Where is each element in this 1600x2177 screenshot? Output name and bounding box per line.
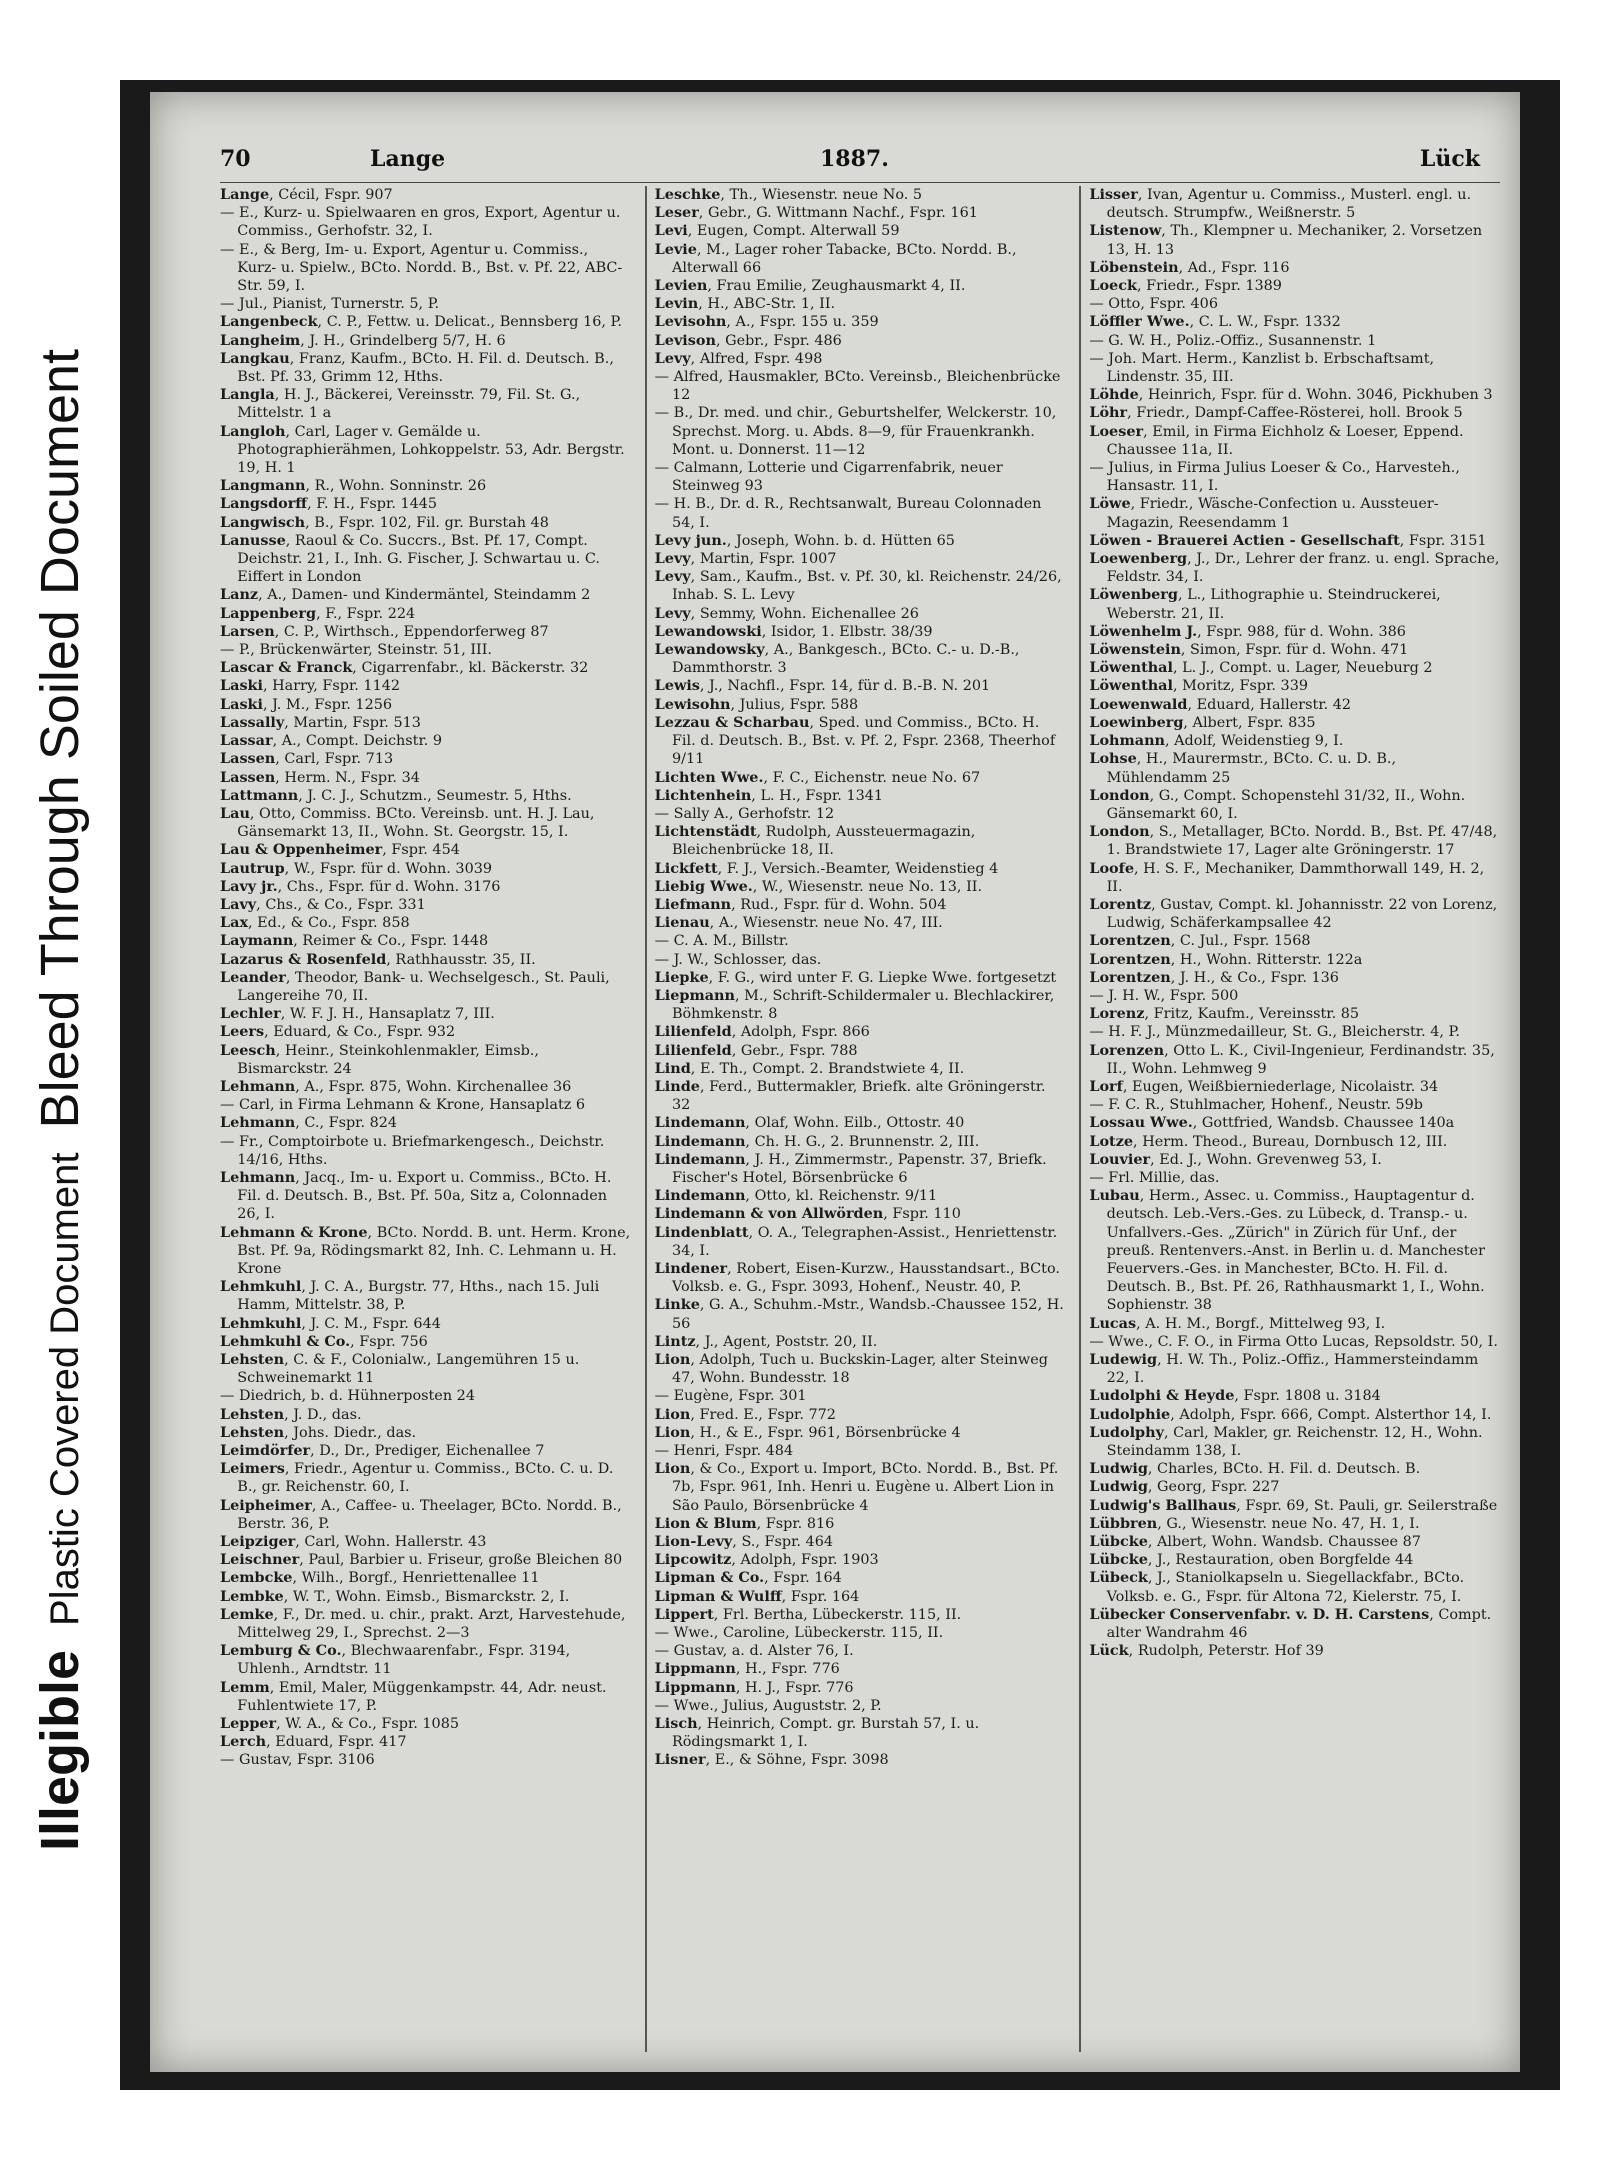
directory-entry: Lorentzen, C. Jul., Fspr. 1568 <box>1089 932 1311 950</box>
directory-entry: Lübecker Conservenfabr. v. D. H. Carstens, Compt. alter Wandrahm 46 <box>1089 1605 1492 1642</box>
page-content <box>220 142 1500 2052</box>
directory-entry: — Jul., Pianist, Turnerstr. 5, P. <box>220 296 440 313</box>
side-label-text <box>29 349 91 1851</box>
directory-entry: Lipman & Wulff, Fspr. 164 <box>654 1587 860 1605</box>
directory-entry: Lippmann, H., Fspr. 776 <box>654 1660 840 1678</box>
directory-entry: Lilienfeld, Adolph, Fspr. 866 <box>654 1023 870 1041</box>
header-rule <box>220 182 1500 183</box>
directory-entry: — P., Brückenwärter, Steinstr. 51, III. <box>220 642 492 659</box>
directory-entry: — Diedrich, b. d. Hühnerposten 24 <box>220 1388 475 1405</box>
column-2 <box>645 186 1066 2052</box>
directory-entry: Löffler Wwe., C. L. W., Fspr. 1332 <box>1089 313 1341 331</box>
directory-entry: — H. B., Dr. d. R., Rechtsanwalt, Bureau Colonnaden 54, I. <box>654 496 1042 531</box>
directory-entry: — J. H. W., Fspr. 500 <box>1089 987 1239 1004</box>
directory-entry: Löwenthal, Moritz, Fspr. 339 <box>1089 677 1309 695</box>
directory-entry: Lichtenstädt, Rudolph, Aussteuermagazin, Bleichenbrücke 18, II. <box>654 823 976 859</box>
directory-entry: Laymann, Reimer & Co., Fspr. 1448 <box>220 932 489 950</box>
directory-entry: Ludolphy, Carl, Makler, gr. Reichenstr. 12, H., Wohn. Steindamm 138, I. <box>1089 1423 1483 1460</box>
directory-entry: Lazarus & Rosenfeld, Rathhausstr. 35, II. <box>220 950 536 968</box>
directory-entry: Lipcowitz, Adolph, Fspr. 1903 <box>654 1551 879 1569</box>
directory-entry: Lück, Rudolph, Peterstr. Hof 39 <box>1089 1642 1324 1660</box>
directory-entry: Lezzau & Scharbau, Sped. und Commiss., BCto. H. Fil. d. Deutsch. B., Bst. v. Pf. 2, Fspr. 2368, Theerhof 9/11 <box>654 713 1056 768</box>
directory-entry: Loeck, Friedr., Fspr. 1389 <box>1089 277 1282 295</box>
directory-entry: Lisser, Ivan, Agentur u. Commiss., Musterl. engl. u. deutsch. Strumpfw., Weißnerstr. 5 <box>1089 186 1472 222</box>
page-number: 70 <box>220 146 251 172</box>
directory-entry: Levy, Alfred, Fspr. 498 <box>654 349 823 367</box>
directory-entry: Lisch, Heinrich, Compt. gr. Burstah 57, I. u. Rödingsmarkt 1, I. <box>654 1715 980 1751</box>
directory-entry: Leander, Theodor, Bank- u. Wechselgesch., St. Pauli, Langereihe 70, II. <box>220 968 610 1004</box>
column-3 <box>1079 186 1500 2052</box>
directory-entry: Lübbren, G., Wiesenstr. neue No. 47, H. 1, I. <box>1089 1514 1420 1532</box>
directory-entry: Lorentzen, H., Wohn. Ritterstr. 122a <box>1089 950 1363 968</box>
directory-entry: Lattmann, J. C. J., Schutzm., Seumestr. 5, Hths. <box>220 786 572 804</box>
directory-entry: Levie, M., Lager roher Tabacke, BCto. Nordd. B., Alterwall 66 <box>654 240 1017 276</box>
directory-entry: Ludolphie, Adolph, Fspr. 666, Compt. Alsterthor 14, I. <box>1089 1405 1492 1423</box>
directory-entry: Leipheimer, A., Caffee- u. Theelager, BCto. Nordd. B., Berstr. 36, P. <box>220 1496 622 1532</box>
directory-entry: Loeser, Emil, in Firma Eichholz & Loeser, Eppend. Chaussee 11a, II. <box>1089 422 1464 458</box>
directory-entry: Leimers, Friedr., Agentur u. Commiss., BCto. C. u. D. B., gr. Reichenstr. 60, I. <box>220 1460 614 1496</box>
directory-entry: Lübcke, J., Restauration, oben Borgfelde 44 <box>1089 1551 1414 1569</box>
directory-entry: Lautrup, W., Fspr. für d. Wohn. 3039 <box>220 859 493 877</box>
directory-entry: Liefmann, Rud., Fspr. für d. Wohn. 504 <box>654 895 947 913</box>
header-left-word: Lange <box>370 146 446 172</box>
directory-entry: Lorenzen, Otto L. K., Civil-Ingenieur, Ferdinandstr. 35, II., Wohn. Lehmweg 9 <box>1089 1041 1495 1077</box>
side-label-plastic: Plastic Covered Document <box>43 1152 87 1626</box>
directory-entry: Langwisch, B., Fspr. 102, Fil. gr. Burstah 48 <box>220 513 549 531</box>
columns <box>220 186 1500 2052</box>
directory-entry: Lintz, J., Agent, Poststr. 20, II. <box>654 1332 878 1350</box>
directory-entry: Löwenberg, L., Lithographie u. Steindruckerei, Weberstr. 21, II. <box>1089 586 1441 622</box>
directory-entry: Lohmann, Adolf, Weidenstieg 9, I. <box>1089 732 1344 750</box>
directory-entry: Lindemann, Otto, kl. Reichenstr. 9/11 <box>654 1187 938 1205</box>
directory-entry: Langsdorff, F. H., Fspr. 1445 <box>220 495 438 513</box>
directory-entry: Lewisohn, Julius, Fspr. 588 <box>654 695 859 713</box>
directory-entry: Langloh, Carl, Lager v. Gemälde u. Photographierähmen, Lohkoppelstr. 53, Adr. Bergstr. 19, H. 1 <box>220 422 625 477</box>
directory-entry: Linde, Ferd., Buttermakler, Briefk. alte Gröningerstr. 32 <box>654 1077 1046 1114</box>
directory-entry: — H. F. J., Münzmedailleur, St. G., Bleicherstr. 4, P. <box>1089 1024 1460 1041</box>
side-label <box>0 0 120 2177</box>
directory-entry: Löwen - Brauerei Actien - Gesellschaft, Fspr. 3151 <box>1089 531 1487 549</box>
directory-entry: Lindemann & von Allwörden, Fspr. 110 <box>654 1205 961 1223</box>
directory-entry: Listenow, Th., Klempner u. Mechaniker, 2. Vorsetzen 13, H. 13 <box>1089 222 1483 258</box>
directory-entry: Lehsten, J. D., das. <box>220 1405 362 1423</box>
directory-entry: Loewinberg, Albert, Fspr. 835 <box>1089 713 1316 731</box>
directory-entry: Lehmann, Jacq., Im- u. Export u. Commiss., BCto. H. Fil. d. Deutsch. B., Bst. Pf. 50a, Sitz a, Colonnaden 26, I. <box>220 1168 612 1223</box>
directory-entry: — Gustav, Fspr. 3106 <box>220 1752 375 1769</box>
directory-entry: Lanz, A., Damen- und Kindermäntel, Steindamm 2 <box>220 586 591 604</box>
directory-entry: Lehmann & Krone, BCto. Nordd. B. unt. Herm. Krone, Bst. Pf. 9a, Rödingsmarkt 82, Inh. C. Lehmann u. H. Krone <box>220 1223 631 1277</box>
directory-entry: Leipziger, Carl, Wohn. Hallerstr. 43 <box>220 1533 487 1551</box>
directory-entry: Leser, Gebr., G. Wittmann Nachf., Fspr. 161 <box>654 204 978 222</box>
directory-entry: — Wwe., Julius, Auguststr. 2, P. <box>654 1697 882 1714</box>
directory-entry: Löwenhelm J., Fspr. 988, für d. Wohn. 386 <box>1089 622 1406 640</box>
directory-entry: Laski, Harry, Fspr. 1142 <box>220 677 401 695</box>
directory-entry: Leischner, Paul, Barbier u. Friseur, große Bleichen 80 <box>220 1551 623 1569</box>
directory-entry: Linke, G. A., Schuhm.-Mstr., Wandsb.-Chaussee 152, H. 56 <box>654 1296 1064 1332</box>
directory-entry: Lossau Wwe., Gottfried, Wandsb. Chaussee 140a <box>1089 1114 1455 1132</box>
directory-entry: Lavy jr., Chs., Fspr. für d. Wohn. 3176 <box>220 877 501 895</box>
directory-entry: — E., & Berg, Im- u. Export, Agentur u. Commiss., Kurz- u. Spielw., BCto. Nordd. B., Bst. v. Pf. 22, ABC-Str. 59, I. <box>220 241 623 295</box>
directory-entry: Lewis, J., Nachfl., Fspr. 14, für d. B.-B. N. 201 <box>654 677 991 695</box>
directory-entry: Levy, Sam., Kaufm., Bst. v. Pf. 30, kl. Reichenstr. 24/26, Inhab. S. L. Levy <box>654 568 1062 604</box>
directory-entry: Lehmkuhl, J. C. M., Fspr. 644 <box>220 1314 441 1332</box>
directory-entry: — Otto, Fspr. 406 <box>1089 296 1218 313</box>
directory-entry: Liebig Wwe., W., Wiesenstr. neue No. 13, II. <box>654 877 983 895</box>
column-1 <box>220 186 631 2052</box>
directory-entry: — E., Kurz- u. Spielwaaren en gros, Export, Agentur u. Commiss., Gerhofstr. 32, I. <box>220 205 621 240</box>
directory-entry: Lerch, Eduard, Fspr. 417 <box>220 1733 407 1751</box>
directory-entry: Lemke, F., Dr. med. u. chir., prakt. Arzt, Harvestehude, Mittelweg 29, I., Sprechst. 2—3 <box>220 1605 626 1642</box>
directory-entry: — Frl. Millie, das. <box>1089 1169 1220 1186</box>
directory-entry: Lappenberg, F., Fspr. 224 <box>220 604 416 622</box>
directory-entry: Lemburg & Co., Blechwaarenfabr., Fspr. 3194, Uhlenh., Arndtstr. 11 <box>220 1642 571 1678</box>
directory-entry: Lilienfeld, Gebr., Fspr. 788 <box>654 1041 858 1059</box>
directory-entry: Lassen, Carl, Fspr. 713 <box>220 750 394 768</box>
directory-entry: Liepmann, M., Schrift-Schildermaler u. Blechlackirer, Böhmkenstr. 8 <box>654 986 1055 1023</box>
directory-entry: Lechler, W. F. J. H., Hansaplatz 7, III. <box>220 1005 495 1023</box>
directory-entry: Lau, Otto, Commiss. BCto. Vereinsb. unt. H. J. Lau, Gänsemarkt 13, II., Wohn. St. Georgstr. 15, I. <box>220 804 595 841</box>
directory-entry: Lindemann, Ch. H. G., 2. Brunnenstr. 2, III. <box>654 1132 980 1150</box>
directory-entry: — Calmann, Lotterie und Cigarrenfabrik, neuer Steinweg 93 <box>654 460 1003 495</box>
directory-entry: Langkau, Franz, Kaufm., BCto. H. Fil. d. Deutsch. B., Bst. Pf. 33, Grimm 12, Hths. <box>220 349 614 386</box>
directory-entry: Lübeck, J., Staniolkapseln u. Siegellackfabr., BCto. Volksb. e. G., Fspr. für Altona 72, Kielerstr. 75, I. <box>1089 1569 1465 1605</box>
directory-entry: Leschke, Th., Wiesenstr. neue No. 5 <box>654 186 923 203</box>
directory-entry: — Gustav, a. d. Alster 76, I. <box>654 1643 854 1660</box>
side-label-illegible: Illegible <box>30 1649 90 1852</box>
directory-entry: Larsen, C. P., Wirthsch., Eppendorferweg 87 <box>220 622 549 640</box>
directory-entry: Levisohn, A., Fspr. 155 u. 359 <box>654 313 879 331</box>
directory-entry: Levy, Martin, Fspr. 1007 <box>654 550 837 568</box>
directory-entry: Lindener, Robert, Eisen-Kurzw., Hausstandsart., BCto. Volksb. e. G., Fspr. 3093, Hohenf., Neustr. 40, P. <box>654 1259 1060 1296</box>
directory-entry: Lewandowski, Isidor, 1. Elbstr. 38/39 <box>654 622 933 640</box>
directory-entry: Lichtenhein, L. H., Fspr. 1341 <box>654 786 884 804</box>
directory-entry: — Alfred, Hausmakler, BCto. Vereinsb., Bleichenbrücke 12 <box>654 369 1061 404</box>
directory-entry: Lickfett, F. J., Versich.-Beamter, Weidenstieg 4 <box>654 859 999 877</box>
directory-entry: Lion-Levy, S., Fspr. 464 <box>654 1533 834 1551</box>
directory-entry: Loewenwald, Eduard, Hallerstr. 42 <box>1089 695 1352 713</box>
directory-entry: Lange, Cécil, Fspr. 907 <box>220 186 393 203</box>
directory-entry: Langmann, R., Wohn. Sonninstr. 26 <box>220 477 487 495</box>
directory-entry: Lind, E. Th., Compt. 2. Brandstwiete 4, II. <box>654 1059 965 1077</box>
side-label-bleed: Bleed Through Soiled Document <box>30 348 90 1129</box>
directory-entry: Lübcke, Albert, Wohn. Wandsb. Chaussee 87 <box>1089 1533 1421 1551</box>
directory-entry: Lassen, Herm. N., Fspr. 34 <box>220 768 420 786</box>
directory-entry: Lucas, A. H. M., Borgf., Mittelweg 93, I. <box>1089 1314 1386 1332</box>
directory-entry: Liepke, F. G., wird unter F. G. Liepke Wwe. fortgesetzt <box>654 968 1057 986</box>
directory-entry: Lanusse, Raoul & Co. Succrs., Bst. Pf. 17, Compt. Deichstr. 21, I., Inh. G. Fischer, J. Schwartau u. C. Eiffert in London <box>220 531 600 586</box>
directory-entry: Ludewig, H. W. Th., Poliz.-Offiz., Hammersteindamm 22, I. <box>1089 1351 1479 1387</box>
directory-entry: Levy jun., Joseph, Wohn. b. d. Hütten 65 <box>654 531 955 549</box>
directory-entry: Leesch, Heinr., Steinkohlenmakler, Eimsb., Bismarckstr. 24 <box>220 1041 539 1077</box>
directory-entry: London, S., Metallager, BCto. Nordd. B., Bst. Pf. 47/48, 1. Brandstwiete 17, Lager alte Gröningerstr. 17 <box>1089 823 1498 859</box>
directory-entry: London, G., Compt. Schopenstehl 31/32, II., Wohn. Gänsemarkt 60, I. <box>1089 786 1466 822</box>
directory-entry: Lorentzen, J. H., & Co., Fspr. 136 <box>1089 968 1339 986</box>
directory-entry: Löwenthal, L. J., Compt. u. Lager, Neueburg 2 <box>1089 659 1433 677</box>
header-year: 1887. <box>820 146 889 172</box>
directory-entry: Lion, H., & E., Fspr. 961, Börsenbrücke 4 <box>654 1423 961 1441</box>
directory-entry: Lewandowsky, A., Bankgesch., BCto. C.- u. D.-B., Dammthorstr. 3 <box>654 641 1020 677</box>
directory-entry: Lehmann, A., Fspr. 875, Wohn. Kirchenallee 36 <box>220 1077 572 1095</box>
header-right-word: Lück <box>1419 146 1480 172</box>
directory-entry: Lascar & Franck, Cigarrenfabr., kl. Bäckerstr. 32 <box>220 659 589 677</box>
running-header <box>220 142 1500 182</box>
directory-entry: Lassally, Martin, Fspr. 513 <box>220 713 421 731</box>
directory-entry: — Fr., Comptoirbote u. Briefmarkengesch., Deichstr. 14/16, Hths. <box>220 1133 605 1168</box>
directory-entry: Levison, Gebr., Fspr. 486 <box>654 331 842 349</box>
directory-entry: Lion, & Co., Export u. Import, BCto. Nordd. B., Bst. Pf. 7b, Fspr. 961, Inh. Henri u. Eugène u. Albert Lion in São Paulo, Börsenbrücke 4 <box>654 1460 1059 1514</box>
directory-entry: Langla, H. J., Bäckerei, Vereinsstr. 79, Fil. St. G., Mittelstr. 1 a <box>220 386 581 422</box>
directory-entry: — B., Dr. med. und chir., Geburtshelfer, Welckerstr. 10, Sprechst. Morg. u. Abds. 8—9, für Frauenkrankh. Mont. u. Donnerst. 11—12 <box>654 405 1057 458</box>
directory-entry: Lippert, Frl. Bertha, Lübeckerstr. 115, II. <box>654 1605 962 1623</box>
directory-entry: — C. A. M., Billstr. <box>654 933 789 950</box>
directory-entry: Lembke, W. T., Wohn. Eimsb., Bismarckstr. 2, I. <box>220 1587 570 1605</box>
directory-entry: Ludwig's Ballhaus, Fspr. 69, St. Pauli, gr. Seilerstraße <box>1089 1496 1498 1514</box>
directory-entry: Lohse, H., Maurermstr., BCto. C. u. D. B., Mühlendamm 25 <box>1089 750 1397 786</box>
directory-entry: Lassar, A., Compt. Deichstr. 9 <box>220 732 443 750</box>
directory-entry: Loewenberg, J., Dr., Lehrer der franz. u. engl. Sprache, Feldstr. 34, I. <box>1089 550 1500 586</box>
directory-entry: Loofe, H. S. F., Mechaniker, Dammthorwall 149, H. 2, II. <box>1089 859 1485 895</box>
directory-entry: Lehmann, C., Fspr. 824 <box>220 1114 398 1132</box>
directory-entry: Löhde, Heinrich, Fspr. für d. Wohn. 3046, Pickhuben 3 <box>1089 386 1493 404</box>
directory-entry: Ludwig, Charles, BCto. H. Fil. d. Deutsch. B. <box>1089 1460 1421 1478</box>
directory-entry: — Sally A., Gerhofstr. 12 <box>654 805 835 822</box>
directory-entry: Levy, Semmy, Wohn. Eichenallee 26 <box>654 604 919 622</box>
directory-entry: Langenbeck, C. P., Fettw. u. Delicat., Bennsberg 16, P. <box>220 313 622 331</box>
directory-entry: — F. C. R., Stuhlmacher, Hohenf., Neustr. 59b <box>1089 1097 1424 1114</box>
directory-entry: Lisner, E., & Söhne, Fspr. 3098 <box>654 1751 889 1769</box>
directory-entry: Lubau, Herm., Assec. u. Commiss., Hauptagentur d. deutsch. Leb.-Vers.-Ges. zu Lübeck, d. Transp.- u. Unfallvers.-Ges. „Zürich" in Zürich für Unf., der preuß. Rentenvers.-Anst. in Berlin u. d. Manchester Feuervers.-Ges. in Manchester, BCto. H. Fil. d. Deutsch. B., Bst. Pf. 26, Rathhausmarkt 1, I., Wohn. Sophienstr. 38 <box>1089 1187 1485 1314</box>
directory-entry: Langheim, J. H., Grindelberg 5/7, H. 6 <box>220 331 506 349</box>
directory-entry: Levin, H., ABC-Str. 1, II. <box>654 295 836 313</box>
directory-entry: Lehmkuhl & Co., Fspr. 756 <box>220 1332 428 1350</box>
directory-entry: — G. W. H., Poliz.-Offiz., Susannenstr. 1 <box>1089 332 1377 349</box>
directory-page <box>150 92 1520 2072</box>
directory-entry: Lindenblatt, O. A., Telegraphen-Assist., Henriettenstr. 34, I. <box>654 1223 1058 1259</box>
directory-entry: Lindemann, J. H., Zimmermstr., Papenstr. 37, Briefk. Fischer's Hotel, Börsenbrücke 6 <box>654 1150 1047 1186</box>
directory-entry: Löwenstein, Simon, Fspr. für d. Wohn. 471 <box>1089 641 1409 659</box>
directory-entry: — J. W., Schlosser, das. <box>654 951 822 968</box>
directory-entry: Lorenz, Fritz, Kaufm., Vereinsstr. 85 <box>1089 1005 1360 1023</box>
directory-entry: Lichten Wwe., F. C., Eichenstr. neue No. 67 <box>654 768 981 786</box>
directory-entry: Lau & Oppenheimer, Fspr. 454 <box>220 841 460 859</box>
directory-entry: Lehmkuhl, J. C. A., Burgstr. 77, Hths., nach 15. Juli Hamm, Mittelstr. 38, P. <box>220 1278 600 1314</box>
directory-entry: Lepper, W. A., & Co., Fspr. 1085 <box>220 1715 460 1733</box>
directory-entry: Levien, Frau Emilie, Zeughausmarkt 4, II. <box>654 277 966 295</box>
directory-entry: Löwe, Friedr., Wäsche-Confection u. Aussteuer-Magazin, Reesendamm 1 <box>1089 495 1439 531</box>
directory-entry: Lindemann, Olaf, Wohn. Eilb., Ottostr. 40 <box>654 1114 965 1132</box>
directory-entry: Ludolphi & Heyde, Fspr. 1808 u. 3184 <box>1089 1387 1381 1405</box>
directory-entry: Lavy, Chs., & Co., Fspr. 331 <box>220 895 426 913</box>
directory-entry: Lehsten, Johs. Diedr., das. <box>220 1423 417 1441</box>
directory-entry: — Henri, Fspr. 484 <box>654 1443 794 1460</box>
directory-entry: Lippmann, H. J., Fspr. 776 <box>654 1678 854 1696</box>
directory-entry: Lorf, Eugen, Weißbierniederlage, Nicolaistr. 34 <box>1089 1077 1439 1095</box>
directory-entry: Laski, J. M., Fspr. 1256 <box>220 695 393 713</box>
directory-entry: Lion & Blum, Fspr. 816 <box>654 1514 835 1532</box>
directory-entry: Leimdörfer, D., Dr., Prediger, Eichenallee 7 <box>220 1442 545 1460</box>
directory-entry: — Joh. Mart. Herm., Kanzlist b. Erbschaftsamt, Lindenstr. 35, III. <box>1089 350 1435 386</box>
directory-entry: Lemm, Emil, Maler, Müggenkampstr. 44, Adr. neust. Fuhlentwiete 17, P. <box>220 1678 607 1714</box>
directory-entry: Lehsten, C. & F., Colonialw., Langemühren 15 u. Schweinemarkt 11 <box>220 1351 580 1387</box>
directory-entry: Lion, Fred. E., Fspr. 772 <box>654 1405 836 1423</box>
directory-entry: — Julius, in Firma Julius Loeser & Co., Harvesteh., Hansastr. 11, I. <box>1089 460 1460 495</box>
directory-entry: — Eugène, Fspr. 301 <box>654 1388 807 1405</box>
directory-entry: Louvier, Ed. J., Wohn. Grevenweg 53, I. <box>1089 1150 1382 1168</box>
directory-entry: Lotze, Herm. Theod., Bureau, Dornbusch 12, III. <box>1089 1132 1448 1150</box>
directory-entry: Ludwig, Georg, Fspr. 227 <box>1089 1478 1280 1496</box>
directory-entry: Lipman & Co., Fspr. 164 <box>654 1569 842 1587</box>
directory-entry: Lax, Ed., & Co., Fspr. 858 <box>220 914 410 932</box>
directory-entry: Lorentz, Gustav, Compt. kl. Johannisstr. 22 von Lorenz, Ludwig, Schäferkampsallee 42 <box>1089 895 1498 932</box>
directory-entry: Lienau, A., Wiesenstr. neue No. 47, III. <box>654 914 943 932</box>
directory-entry: Levi, Eugen, Compt. Alterwall 59 <box>654 222 900 240</box>
directory-entry: — Wwe., Caroline, Lübeckerstr. 115, II. <box>654 1625 944 1642</box>
directory-entry: — Carl, in Firma Lehmann & Krone, Hansaplatz 6 <box>220 1097 586 1114</box>
directory-entry: Lembcke, Wilh., Borgf., Henriettenallee 11 <box>220 1569 540 1587</box>
directory-entry: — Wwe., C. F. O., in Firma Otto Lucas, Repsoldstr. 50, I. <box>1089 1333 1498 1350</box>
directory-entry: Löhr, Friedr., Dampf-Caffee-Rösterei, holl. Brook 5 <box>1089 404 1463 422</box>
directory-entry: Leers, Eduard, & Co., Fspr. 932 <box>220 1023 456 1041</box>
directory-entry: Löbenstein, Ad., Fspr. 116 <box>1089 258 1290 276</box>
directory-entry: Lion, Adolph, Tuch u. Buckskin-Lager, alter Steinweg 47, Wohn. Bundesstr. 18 <box>654 1351 1048 1387</box>
